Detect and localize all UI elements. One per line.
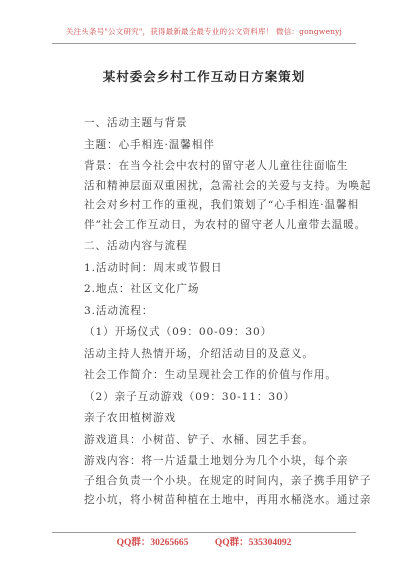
game-content-line-2: 子组合负责一个小块。在规定的时间内，亲子携手用铲子 [84, 474, 372, 487]
background-line-1: 背景：在当今社会中农村的留守老人儿童往往面临生 [84, 160, 349, 172]
header-divider [52, 43, 356, 44]
qq-group-1: QQ群：30265665 [116, 538, 189, 548]
opening-ceremony: （1）开场仪式（09：00-09：30） [84, 326, 273, 338]
document-body [84, 114, 372, 511]
activity-process: 3.活动流程： [84, 304, 154, 317]
footer-contacts [0, 534, 408, 548]
footer-divider [52, 532, 356, 533]
game-name: 亲子农田植树游戏 [84, 412, 176, 424]
activity-location: 2.地点：社区文化广场 [84, 283, 200, 295]
document-title: 某村委会乡村工作互动日方案策划 [102, 69, 306, 84]
activity-time: 1.活动时间：周末或节假日 [84, 261, 223, 274]
background-line-3: 社会对乡村工作的重视，我们策划了“心手相连·温馨相 [84, 199, 359, 211]
game-content-line-3: 挖小坑，将小树苗种植在土地中，再用水桶浇水。通过亲 [84, 494, 372, 506]
game-content-line-1: 游戏内容：将一片适量土地划分为几个小块，每个亲 [84, 455, 349, 467]
social-work-intro: 社会工作简介：生动呈现社会工作的价值与作用。 [84, 369, 337, 381]
game-props: 游戏道具：小树苗、铲子、水桶、园艺手套。 [84, 433, 314, 446]
header-banner: 关注头条号"公文研究"，获得最新最全最专业的公文资料库！ 微信：gongwenyj [65, 27, 343, 36]
parent-child-games: （2）亲子互动游戏（09：30-11：30） [84, 390, 296, 403]
opening-description: 活动主持人热情开场，介绍活动目的及意义。 [84, 347, 314, 360]
section-heading-2: 二、活动内容与流程 [84, 240, 188, 252]
qq-group-2: QQ群：535304092 [214, 538, 292, 548]
theme-line: 主题：心手相连·温馨相伴 [84, 138, 215, 151]
background-line-4: 伴”社会工作互动日，为农村的留守老人儿童带去温暖。 [84, 218, 367, 231]
background-line-2: 活和精神层面双重困扰，急需社会的关爱与支持。为唤起 [84, 179, 372, 192]
section-heading-1: 一、活动主题与背景 [84, 117, 188, 129]
